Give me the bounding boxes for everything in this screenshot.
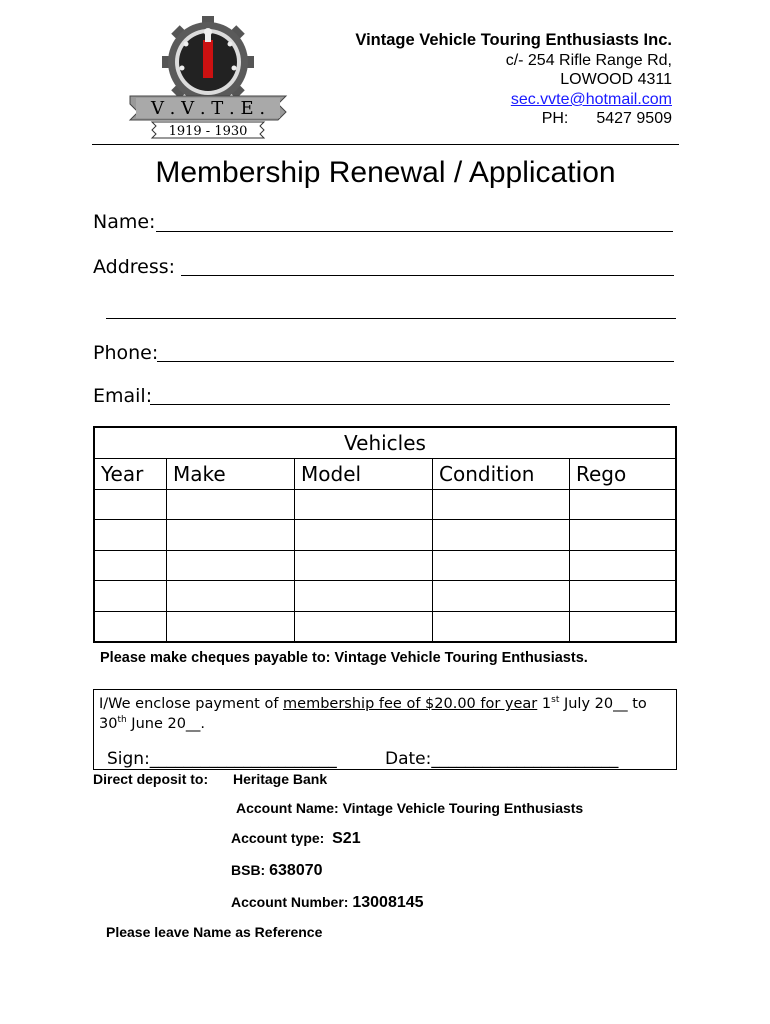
email-label: Email: [93, 385, 153, 407]
address-field[interactable] [181, 275, 674, 276]
bsb-label: BSB: [231, 862, 266, 878]
cell-make[interactable] [167, 550, 295, 580]
payment-text: 1 [537, 696, 552, 712]
organisation-name: Vintage Vehicle Touring Enthusiasts Inc. [355, 31, 672, 49]
payment-text: June 20__. [126, 716, 206, 732]
svg-text:1919 - 1930: 1919 - 1930 [168, 124, 248, 139]
address-line-2: LOWOOD 4311 [560, 71, 672, 88]
cell-model[interactable] [295, 550, 433, 580]
payment-text: 30 [99, 716, 118, 732]
cell-model[interactable] [295, 520, 433, 550]
vehicles-table [93, 426, 677, 643]
cell-condition[interactable] [433, 550, 570, 580]
cell-make[interactable] [167, 520, 295, 550]
svg-text:V . V . T . E .: V . V . T . E . [150, 98, 266, 119]
vvte-logo [128, 14, 288, 142]
header-divider [92, 144, 679, 145]
name-field[interactable] [156, 231, 673, 232]
column-header-model: Model [295, 459, 433, 490]
cell-year[interactable] [95, 520, 167, 550]
account-type-label: Account type: [231, 830, 325, 846]
address-line-1: c/- 254 Rifle Range Rd, [505, 52, 672, 69]
cell-rego[interactable] [570, 581, 676, 611]
payment-text: I/We enclose payment of [99, 696, 284, 712]
account-number [231, 894, 424, 912]
membership-fee-text: membership fee of $20.00 for year [283, 696, 538, 712]
bsb [231, 862, 323, 880]
cell-model[interactable] [295, 490, 433, 520]
table-row [95, 490, 676, 520]
superscript: st [551, 695, 560, 705]
phone-field[interactable] [157, 361, 674, 362]
column-header-year: Year [95, 459, 167, 490]
sign-field[interactable]: Sign:______________________ [107, 749, 337, 769]
bsb-value: 638070 [269, 862, 323, 879]
payment-text: July 20__ to [559, 696, 647, 712]
cell-make[interactable] [167, 490, 295, 520]
table-row [95, 550, 676, 580]
address-label: Address: [93, 256, 176, 278]
column-header-make: Make [167, 459, 295, 490]
superscript: th [117, 715, 127, 725]
cell-model[interactable] [295, 581, 433, 611]
cell-year[interactable] [95, 550, 167, 580]
cell-rego[interactable] [570, 550, 676, 580]
page-title: Membership Renewal / Application [155, 156, 616, 189]
column-header-rego: Rego [570, 459, 676, 490]
account-name: Account Name: Vintage Vehicle Touring Enthusiasts [236, 800, 584, 816]
column-header-condition: Condition [433, 459, 570, 490]
cell-make[interactable] [167, 611, 295, 641]
cell-condition[interactable] [433, 611, 570, 641]
phone-number [542, 109, 672, 128]
cell-year[interactable] [95, 581, 167, 611]
cheque-note: Please make cheques payable to: Vintage Vehicle Touring Enthusiasts. [100, 650, 588, 666]
phone-label: Phone: [93, 342, 159, 364]
account-type [231, 830, 361, 848]
bank-name: Heritage Bank [233, 771, 328, 787]
payment-box [93, 689, 677, 770]
payment-statement [99, 694, 669, 734]
cell-model[interactable] [295, 611, 433, 641]
cell-rego[interactable] [570, 611, 676, 641]
account-number-label: Account Number: [231, 894, 349, 910]
cell-year[interactable] [95, 490, 167, 520]
vehicles-caption: Vehicles [95, 428, 676, 459]
cell-make[interactable] [167, 581, 295, 611]
address-field-line-2[interactable] [106, 318, 676, 319]
reference-note: Please leave Name as Reference [106, 924, 323, 940]
direct-deposit-label: Direct deposit to: [93, 771, 209, 787]
name-label: Name: [93, 211, 156, 233]
cell-rego[interactable] [570, 490, 676, 520]
cell-condition[interactable] [433, 520, 570, 550]
table-row [95, 611, 676, 641]
email-field[interactable] [150, 404, 670, 405]
date-field[interactable]: Date:______________________ [385, 749, 619, 769]
table-row [95, 581, 676, 611]
account-number-value: 13008145 [352, 894, 424, 911]
cell-year[interactable] [95, 611, 167, 641]
cell-condition[interactable] [433, 581, 570, 611]
email-link[interactable]: sec.vvte@hotmail.com [510, 91, 672, 108]
phone-label: PH: [541, 110, 569, 127]
table-row [95, 520, 676, 550]
account-type-value: S21 [332, 830, 361, 847]
cell-condition[interactable] [433, 490, 570, 520]
cell-rego[interactable] [570, 520, 676, 550]
phone-value: 5427 9509 [596, 110, 672, 127]
